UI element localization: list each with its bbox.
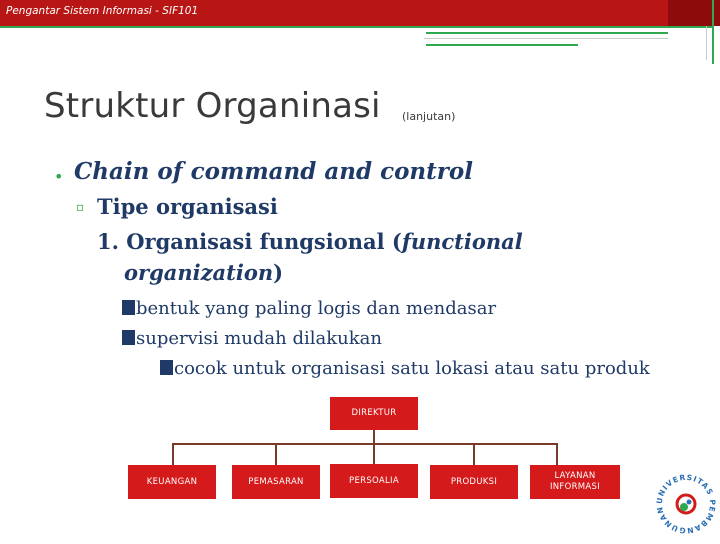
- item-organisasi-fungsional: [97, 229, 523, 254]
- item-line2-italic: organization: [124, 260, 274, 285]
- connector-line: [172, 443, 557, 445]
- item-italic: functional: [401, 229, 523, 254]
- university-logo: [648, 460, 720, 540]
- sub-item: [160, 358, 650, 379]
- bullet-dot-icon: •: [54, 167, 64, 186]
- slide-title: Struktur Organinasi: [44, 86, 381, 126]
- item-prefix: 1. Organisasi fungsional (: [97, 229, 402, 254]
- sub-item: [122, 298, 496, 319]
- green-rule-top: [0, 26, 712, 28]
- item-organisasi-fungsional-line2: [124, 260, 283, 285]
- missing-glyph-icon: [122, 330, 135, 345]
- bullet-chain-of-command: Chain of command and control: [74, 158, 473, 185]
- connector-line: [275, 443, 277, 465]
- svg-text:UNIVERSITAS PEMBANGUNAN JAYA: UNIVERSITAS PEMBANGUNAN: [654, 472, 718, 536]
- green-rule-right: [712, 0, 714, 64]
- item-line2-suffix: ): [273, 260, 284, 285]
- connector-line: [556, 443, 558, 465]
- org-box-layanan-informasi: LAYANAN INFORMASI: [530, 465, 620, 499]
- sub-item-text: bentuk yang paling logis dan mendasar: [136, 298, 497, 319]
- org-box-keuangan: KEUANGAN: [128, 465, 216, 499]
- connector-line: [373, 443, 375, 465]
- sub-item-text: supervisi mudah dilakukan: [136, 328, 382, 349]
- org-box-produksi: PRODUKSI: [430, 465, 518, 499]
- org-box-direktur: DIREKTUR: [330, 397, 418, 430]
- slide-subtitle: (lanjutan): [402, 110, 456, 123]
- sub-item-text: cocok untuk organisasi satu lokasi atau satu produk: [174, 358, 650, 379]
- org-box-pemasaran: PEMASARAN: [232, 465, 320, 499]
- connector-line: [373, 430, 375, 444]
- square-bullet-icon: ▫: [76, 200, 85, 214]
- green-rule-shorter: [426, 44, 578, 46]
- connector-line: [473, 443, 475, 465]
- course-label: Pengantar Sistem Informasi - SIF101: [6, 5, 199, 17]
- missing-glyph-icon: [160, 360, 173, 375]
- org-box-persoalia: PERSOALIA: [330, 464, 418, 498]
- bullet-tipe-organisasi: Tipe organisasi: [97, 194, 278, 219]
- sub-item: [122, 328, 382, 349]
- green-rule-short: [426, 32, 668, 34]
- gray-rule-vertical: [706, 26, 707, 60]
- missing-glyph-icon: [122, 300, 135, 315]
- gray-rule: [424, 38, 668, 39]
- connector-line: [172, 443, 174, 465]
